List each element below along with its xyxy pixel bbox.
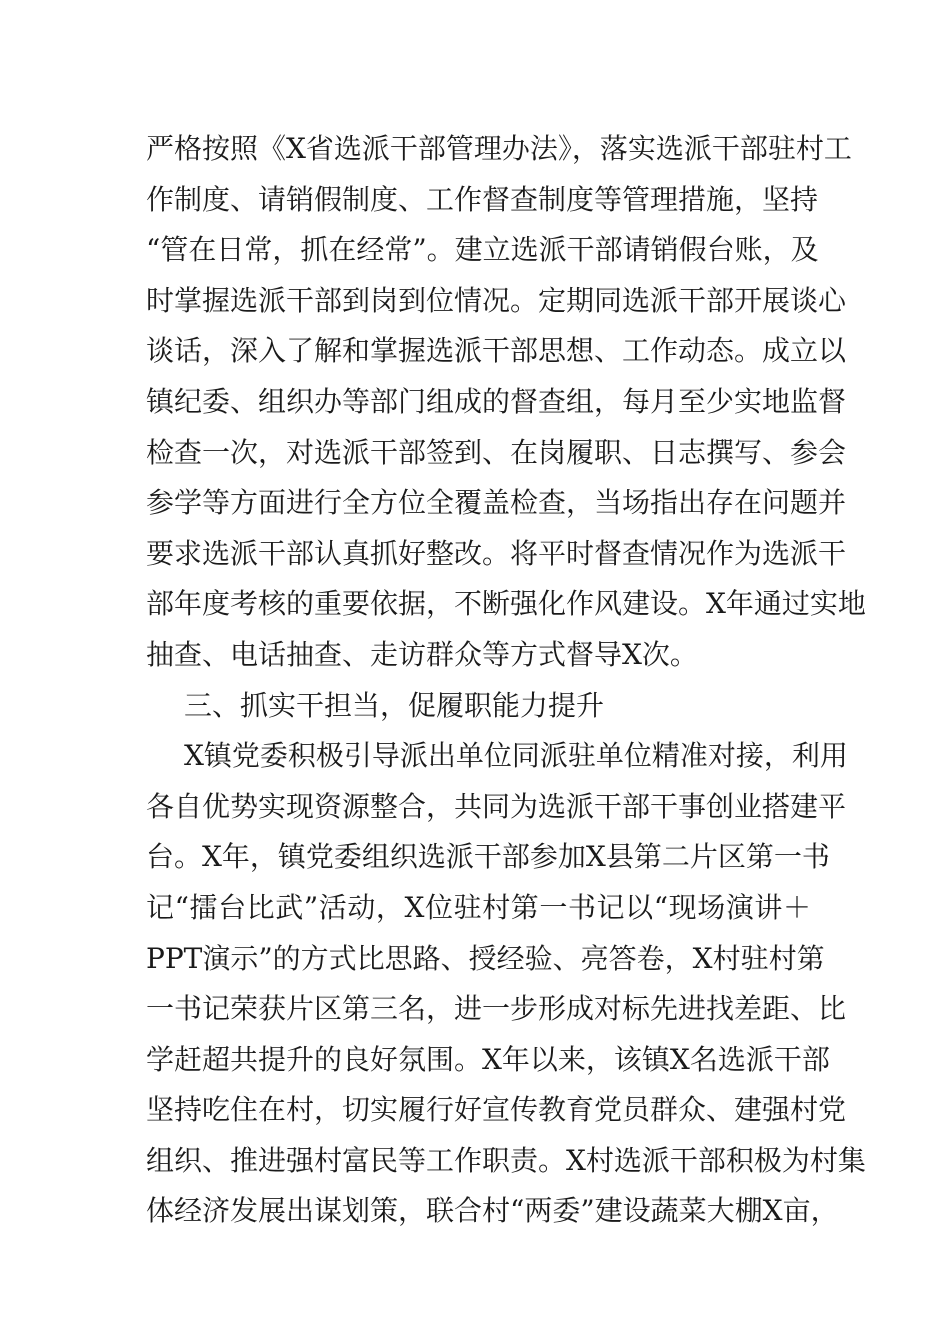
text-line: 一书记荣获片区第三名，进一步形成对标先进找差距、比 xyxy=(146,992,847,1026)
text-line: 台。X年，镇党委组织选派干部参加X县第二片区第一书 xyxy=(146,840,830,874)
text-line: “管在日常，抓在经常”。建立选派干部请销假台账，及 xyxy=(146,233,819,267)
text-line: 部年度考核的重要依据，不断强化作风建设。X年通过实地 xyxy=(146,587,866,621)
text-line: 谈话，深入了解和掌握选派干部思想、工作动态。成立以 xyxy=(146,334,847,368)
text-line: PPT演示”的方式比思路、授经验、亮答卷，X村驻村第 xyxy=(146,941,825,975)
text-line: 记“擂台比武”活动，X位驻村第一书记以“现场演讲＋ xyxy=(146,890,811,924)
text-line: 体经济发展出谋划策，联合村“两委”建设蔬菜大棚X亩， xyxy=(146,1194,839,1228)
paragraph-end-line: 抽查、电话抽查、走访群众等方式督导X次。 xyxy=(146,637,698,671)
text-line: 镇纪委、组织办等部门组成的督查组，每月至少实地监督 xyxy=(146,384,847,418)
section-heading: 三、抓实干担当，促履职能力提升 xyxy=(184,688,605,722)
text-line: 检查一次，对选派干部签到、在岗履职、日志撰写、参会 xyxy=(146,435,847,469)
text-line: 组织、推进强村富民等工作职责。X村选派干部积极为村集 xyxy=(146,1143,866,1177)
text-line: 时掌握选派干部到岗到位情况。定期同选派干部开展谈心 xyxy=(146,283,847,317)
text-line: 学赶超共提升的良好氛围。X年以来，该镇X名选派干部 xyxy=(146,1042,830,1076)
text-line: 要求选派干部认真抓好整改。将平时督查情况作为选派干 xyxy=(146,536,847,570)
body-text xyxy=(146,124,866,1237)
text-line: 作制度、请销假制度、工作督查制度等管理措施，坚持 xyxy=(146,182,819,216)
text-line: 严格按照《X省选派干部管理办法》，落实选派干部驻村工 xyxy=(146,132,852,165)
text-line: 坚持吃住在村，切实履行好宣传教育党员群众、建强村党 xyxy=(146,1093,847,1127)
paragraph-first-line: X镇党委积极引导派出单位同派驻单位精准对接，利用 xyxy=(184,739,848,773)
text-line: 参学等方面进行全方位全覆盖检查，当场指出存在问题并 xyxy=(146,486,847,520)
text-line: 各自优势实现资源整合，共同为选派干部干事创业搭建平 xyxy=(146,789,847,823)
